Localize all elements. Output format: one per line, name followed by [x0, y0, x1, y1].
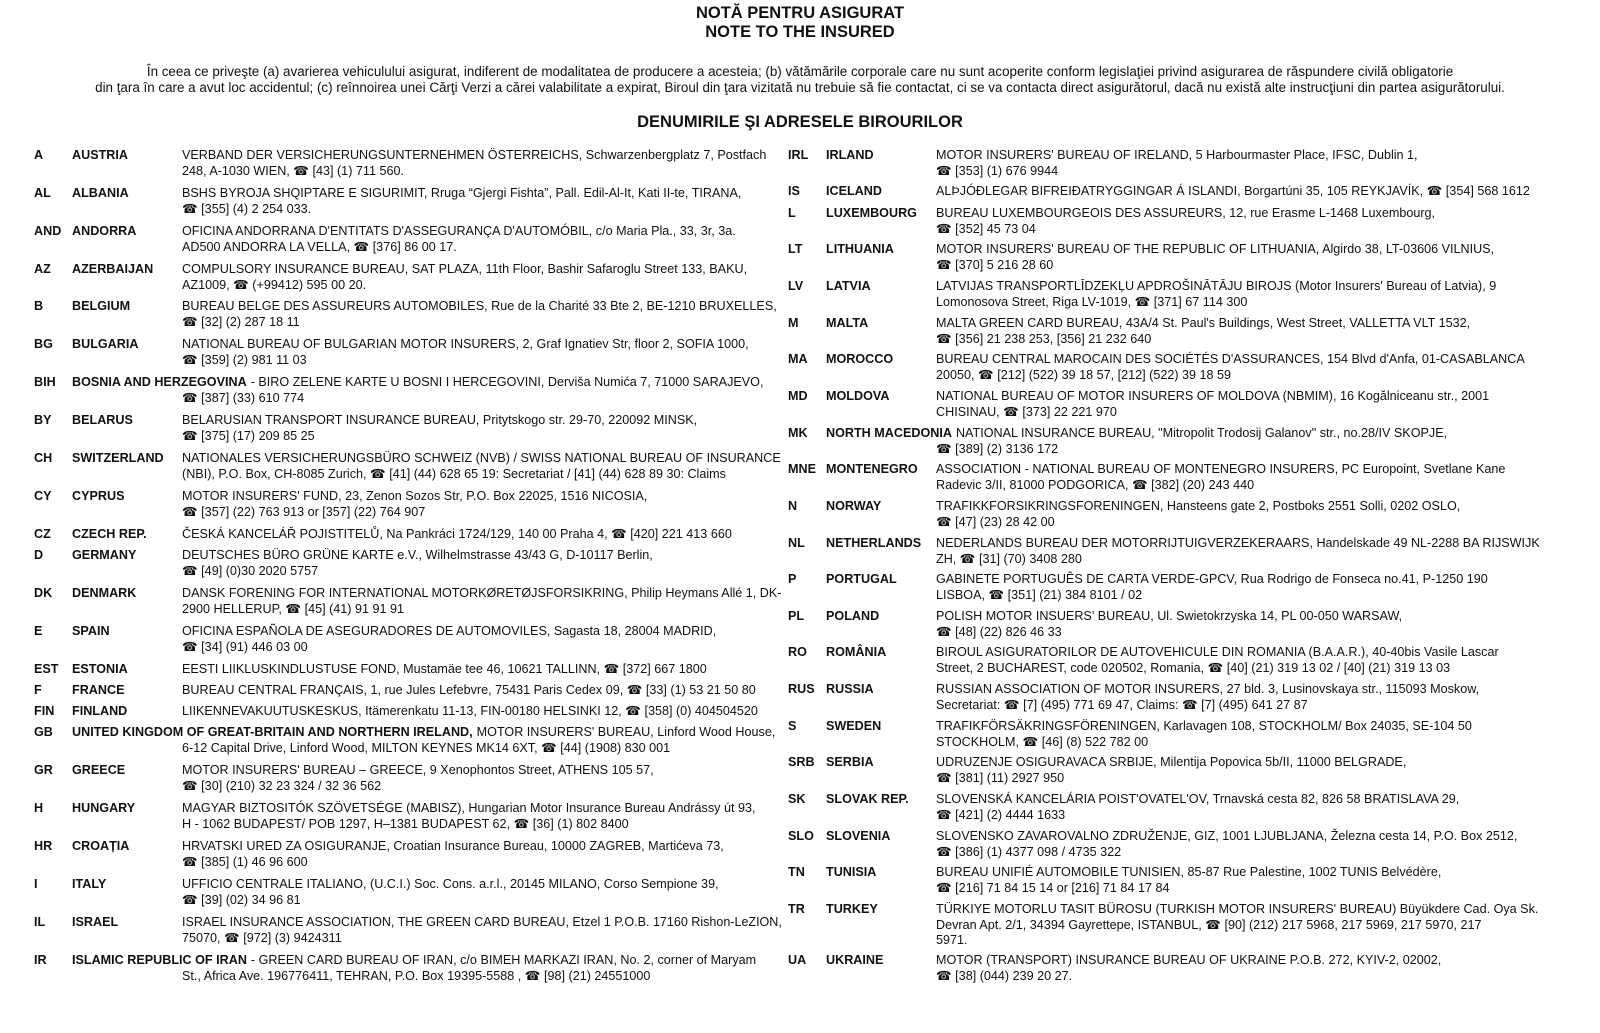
address-line: (NBI), P.O. Box, CH-8085 Zurich, ☎ [41] (44) 628 65 19: Secretariat / [41] (44) 628 89 30: Claims — [182, 466, 726, 481]
bureau-address — [182, 527, 732, 543]
address-line: NATIONAL BUREAU OF BULGARIAN MOTOR INSURERS, 2, Graf Ignatiev Str, floor 2, SOFIA 1000, — [182, 337, 749, 351]
address-line: POLISH MOTOR INSUERS' BUREAU, Ul. Swietokrzyska 14, PL 00-050 WARSAW, — [936, 609, 1403, 623]
address-line: ☎ [381] (11) 2927 950 — [936, 770, 1065, 785]
bureau-entry — [34, 527, 774, 543]
address-line: ☎ [375] (17) 209 85 25 — [182, 428, 315, 443]
bureau-address — [936, 829, 1517, 860]
country-code: H — [34, 801, 44, 815]
address-line: 248, A-1030 WIEN, ☎ [43] (1) 711 560. — [182, 163, 404, 178]
bureau-address — [936, 719, 1472, 750]
bureau-entry — [788, 316, 1578, 347]
address-line: H - 1062 BUDAPEST/ POB 1297, H–1381 BUDAPEST 62, ☎ [36] (1) 802 8400 — [182, 816, 629, 831]
bureau-entry — [788, 829, 1578, 860]
country-name: BELGIUM — [72, 299, 131, 313]
bureau-address — [182, 548, 653, 579]
bureau-address — [182, 586, 781, 617]
country-name: PORTUGAL — [826, 572, 897, 586]
address-line: - BIRO ZELENE KARTE U BOSNI I HERCEGOVINI, Derviša Numića 7, 71000 SARAJEVO, — [250, 375, 764, 389]
country-code: BG — [34, 337, 53, 351]
address-line: NEDERLANDS BUREAU DER MOTORRIJTUIGVERZEKERAARS, Handelskade 49 NL-2288 BA RIJSWIJK — [936, 536, 1540, 550]
address-line: LATVIJAS TRANSPORTLĪDZEKĻU APDROŠINĀTĀJU BIROJS (Motor Insurers' Bureau of Latvia), 9 — [936, 279, 1497, 293]
bureau-entry — [788, 536, 1578, 567]
address-line: 20050, ☎ [212] (522) 39 18 57, [212] (522) 39 18 59 — [936, 367, 1232, 382]
address-line: BSHS BYROJA SHQIPTARE E SIGURIMIT, Rruga “Gjergi Fishta”, Pall. Edil-Al-It, Kati II-te, TIRANA, — [182, 186, 742, 200]
country-code: SLO — [788, 829, 814, 843]
address-line: Lomonosova Street, Riga LV-1019, ☎ [371] 67 114 300 — [936, 294, 1248, 309]
bureau-entry — [34, 413, 774, 444]
address-line: Street, 2 BUCHAREST, code 020502, Romania, ☎ [40] (21) 319 13 02 / [40] (21) 319 13 03 — [936, 660, 1451, 675]
country-name: LATVIA — [826, 279, 871, 293]
country-code: IR — [34, 953, 47, 967]
address-line: ☎ [355] (4) 2 254 033. — [182, 201, 312, 216]
bureau-entry — [34, 877, 774, 908]
address-line: ☎ [370] 5 216 28 60 — [936, 257, 1054, 272]
country-code: GR — [34, 763, 53, 777]
country-name: MOLDOVA — [826, 389, 890, 403]
country-code: F — [34, 683, 42, 697]
address-line: TRAFIKKFORSIKRINGSFORENINGEN, Hansteens gate 2, Postboks 2551 Solli, 0202 OSLO, — [936, 499, 1461, 513]
address-line: DEUTSCHES BÜRO GRÜNE KARTE e.V., Wilhelmstrasse 43/43 G, D-10117 Berlin, — [182, 548, 653, 562]
bureau-entry — [34, 299, 777, 330]
address-line: ČESKÁ KANCELÁŘ POJISTITELŮ, Na Pankráci 1724/129, 140 00 Praha 4, ☎ [420] 221 413 660 — [182, 527, 732, 541]
address-line: LISBOA, ☎ [351] (21) 384 8101 / 02 — [936, 587, 1143, 602]
country-name: CYPRUS — [72, 489, 125, 503]
country-name: FINLAND — [72, 704, 128, 718]
bureau-address — [936, 389, 1489, 420]
address-line: ☎ [387] (33) 610 774 — [182, 390, 305, 405]
bureau-entry — [34, 262, 774, 293]
country-name: POLAND — [826, 609, 880, 623]
country-name: AUSTRIA — [72, 148, 128, 162]
bureau-address — [182, 148, 766, 179]
address-line: MOTOR INSURERS' FUND, 23, Zenon Sozos Str, P.O. Box 22025, 1516 NICOSIA, — [182, 489, 648, 503]
bureau-address — [182, 953, 756, 984]
country-name: GREECE — [72, 763, 126, 777]
bureau-address — [936, 865, 1441, 896]
country-name: LUXEMBOURG — [826, 206, 917, 220]
country-name: AZERBAIJAN — [72, 262, 154, 276]
bureau-entry — [34, 489, 774, 520]
country-name: RUSSIA — [826, 682, 874, 696]
address-line: OFICINA ESPAÑOLA DE ASEGURADORES DE AUTOMOVILES, Sagasta 18, 28004 MADRID, — [182, 624, 717, 638]
address-line: BUREAU LUXEMBOURGEOIS DES ASSUREURS, 12, rue Erasme L-1468 Luxembourg, — [936, 206, 1436, 220]
address-line: 5971. — [936, 933, 968, 948]
address-line: ☎ [359] (2) 981 11 03 — [182, 352, 307, 367]
bureau-address — [936, 682, 1479, 713]
bureau-entry — [788, 865, 1578, 896]
address-line: Devran Apt. 2/1, 34394 Gayrettepe, ISTANBUL, ☎ [90] (212) 217 5968, 217 5969, 217 5970, 217 — [936, 917, 1482, 932]
country-name: MONTENEGRO — [826, 462, 918, 476]
bureau-address — [182, 662, 707, 678]
country-name: IRLAND — [826, 148, 874, 162]
country-code: HR — [34, 839, 53, 853]
bureau-address — [182, 224, 736, 255]
bureau-entry — [788, 902, 1578, 949]
document-title — [0, 4, 1600, 42]
bureau-entry — [788, 953, 1578, 984]
address-line: VERBAND DER VERSICHERUNGSUNTERNEHMEN ÖSTERREICHS, Schwarzenbergplatz 7, Postfach — [182, 148, 767, 162]
country-code: SK — [788, 792, 806, 806]
address-line: 75070, ☎ [972] (3) 9424311 — [182, 930, 342, 945]
address-line: BUREAU BELGE DES ASSUREURS AUTOMOBILES, Rue de la Charité 33 Bte 2, BE-1210 BRUXELLES, — [182, 299, 777, 313]
address-line: BUREAU CENTRAL FRANÇAIS, 1, rue Jules Lefebvre, 75431 Paris Cedex 09, ☎ [33] (1) 53 21 50 80 — [182, 683, 756, 697]
bureau-address — [182, 375, 763, 406]
country-code: M — [788, 316, 799, 330]
bureau-entry — [788, 206, 1578, 237]
bureau-entry — [34, 839, 774, 870]
country-code: MK — [788, 426, 808, 440]
bureau-entry — [34, 725, 774, 756]
bureau-address — [936, 316, 1470, 347]
country-name: CROAȚIA — [72, 839, 130, 853]
country-code: EST — [34, 662, 59, 676]
address-line: ☎ [34] (91) 446 03 00 — [182, 639, 308, 654]
bureau-entry — [34, 801, 774, 832]
bureau-address — [936, 462, 1505, 493]
address-line: St., Africa Ave. 196776411, TEHRAN, P.O. Box 19395-5588 , ☎ [98] (21) 24551000 — [182, 968, 651, 983]
address-line: NATIONAL INSURANCE BUREAU, "Mitropolit Trodosij Galanov" str., no.28/IV SKOPJE, — [955, 426, 1448, 440]
address-line: AZ1009, ☎ (+99412) 595 00 20. — [182, 277, 367, 292]
bureau-address — [182, 915, 782, 946]
address-line: ☎ [39] (02) 34 96 81 — [182, 892, 301, 907]
bureau-address — [936, 792, 1459, 823]
country-code: IRL — [788, 148, 809, 162]
bureau-entry — [34, 915, 782, 946]
bureau-address — [182, 262, 747, 293]
country-name: SWEDEN — [826, 719, 882, 733]
country-name: ITALY — [72, 877, 107, 891]
bureau-address — [182, 624, 716, 655]
country-name: UNITED KINGDOM OF GREAT-BRITAIN AND NORTHERN IRELAND, — [72, 725, 473, 739]
intro-line-2: din ţara în care a avut loc accidentul; (c) reînnoirea unei Cărţi Verzi a cărei valabilitate a expirat, Biroul din ţara vizitată nu trebuie să fie contactat, ci se va contacta direct asigurătorul, dacă nu există alte instrucţiuni din partea asigurătorului. — [95, 80, 1505, 95]
country-name: SERBIA — [826, 755, 874, 769]
country-name: SLOVENIA — [826, 829, 891, 843]
country-name: ICELAND — [826, 184, 882, 198]
country-name: BOSNIA AND HERZEGOVINA — [72, 375, 247, 389]
country-code: S — [788, 719, 797, 733]
address-line: ☎ [386] (1) 4377 098 / 4735 322 — [936, 844, 1122, 859]
bureau-entry — [788, 499, 1578, 530]
bureau-entry — [34, 953, 774, 984]
bureau-address — [936, 609, 1402, 640]
address-line: OFICINA ANDORRANA D'ENTITATS D'ASSEGURANÇA D'AUTOMÓBIL, c/o Maria Pla., 33, 3r, 3a. — [182, 224, 736, 238]
bureau-entry — [788, 682, 1578, 713]
address-line: BELARUSIAN TRANSPORT INSURANCE BUREAU, Pritytskogo str. 29-70, 220092 MINSK, — [182, 413, 698, 427]
country-code: N — [788, 499, 798, 513]
country-code: UA — [788, 953, 807, 967]
bureau-address — [182, 725, 775, 756]
address-line: MOTOR INSURERS' BUREAU – GREECE, 9 Xenophontos Street, ATHENS 105 57, — [182, 763, 654, 777]
address-line: UFFICIO CENTRALE ITALIANO, (U.C.I.) Soc. Cons. a.r.l., 20145 MILANO, Corso Sempione 39, — [182, 877, 719, 891]
address-line: SLOVENSKÁ KANCELÁRIA POIST'OVATEL'OV, Trnavská cesta 82, 826 58 BRATISLAVA 29, — [936, 792, 1460, 806]
address-line: TRAFIKFÖRSÄKRINGSFÖRENINGEN, Karlavagen 108, STOCKHOLM/ Box 24035, SE-104 50 — [936, 719, 1472, 733]
bureau-address — [182, 299, 777, 330]
country-name: GERMANY — [72, 548, 137, 562]
country-name: BELARUS — [72, 413, 133, 427]
country-code: TN — [788, 865, 805, 879]
bureau-address — [936, 426, 1447, 457]
country-code: E — [34, 624, 43, 638]
country-code: P — [788, 572, 797, 586]
bureau-entry — [788, 426, 1578, 457]
country-name: MALTA — [826, 316, 869, 330]
bureau-address — [936, 352, 1525, 383]
country-code: DK — [34, 586, 53, 600]
country-code: D — [34, 548, 44, 562]
country-name: MOROCCO — [826, 352, 894, 366]
bureau-address — [936, 148, 1418, 179]
address-line: ☎ [49] (0)30 2020 5757 — [182, 563, 319, 578]
country-code: AND — [34, 224, 62, 238]
address-line: MOTOR (TRANSPORT) INSURANCE BUREAU OF UKRAINE P.O.B. 272, KYIV-2, 02002, — [936, 953, 1442, 967]
address-line: ALÞJÓÐLEGAR BIFREIÐATRYGGINGAR Á ISLANDI, Borgartúni 35, 105 REYKJAVÍK, ☎ [354] 568 1612 — [936, 184, 1530, 198]
intro-line-1: În ceea ce priveşte (a) avarierea vehiculului asigurat, indiferent de modalitatea de producere a acesteia; (b) vătămările corporale care nu sunt acoperite conform legislaţiei privind asigurarea de răspundere civilă obligatorie — [146, 64, 1454, 79]
address-line: ☎ [385] (1) 46 96 600 — [182, 854, 308, 869]
address-line: 2900 HELLERUP, ☎ [45] (41) 91 91 91 — [182, 601, 404, 616]
address-line: CHISINAU, ☎ [373] 22 221 970 — [936, 404, 1117, 419]
bureau-entry — [34, 186, 774, 217]
address-line: RUSSIAN ASSOCIATION OF MOTOR INSURERS, 27 bld. 3, Lusinovskaya str., 115093 Moskow, — [936, 682, 1480, 696]
bureau-entry — [34, 763, 774, 794]
country-code: MD — [788, 389, 808, 403]
bureau-entry — [788, 242, 1578, 273]
country-code: GB — [34, 725, 53, 739]
section-heading: DENUMIRILE ŞI ADRESELE BIROURILOR — [637, 113, 963, 131]
address-line: UDRUZENJE OSIGURAVACA SRBIJE, Milentija Popovica 5b/II, 11000 BELGRADE, — [936, 755, 1407, 769]
bureau-address — [936, 536, 1540, 567]
bureau-entry — [34, 683, 774, 699]
address-line: BUREAU UNIFIÉ AUTOMOBILE TUNISIEN, 85-87 Rue Palestine, 1002 TUNIS Belvédère, — [936, 865, 1442, 879]
address-line: DANSK FORENING FOR INTERNATIONAL MOTORKØRETØJSFORSIKRING, Philip Heymans Allé 1, DK- — [182, 586, 782, 600]
bureau-entry — [34, 337, 774, 368]
country-code: CH — [34, 451, 53, 465]
bureau-entry — [788, 148, 1578, 179]
country-code: AL — [34, 186, 51, 200]
country-code: B — [34, 299, 44, 313]
intro-paragraph — [30, 64, 1570, 96]
address-line: ☎ [47] (23) 28 42 00 — [936, 514, 1055, 529]
bureau-entry — [788, 719, 1578, 750]
address-line: Secretariat: ☎ [7] (495) 771 69 47, Claims: ☎ [7] (495) 641 27 87 — [936, 697, 1308, 712]
country-name: CZECH REP. — [72, 527, 147, 541]
address-line: ☎ [48] (22) 826 46 33 — [936, 624, 1062, 639]
address-line: TÜRKIYE MOTORLU TASIT BÜROSU (TURKISH MOTOR INSURERS' BUREAU) Büyükdere Cad. Oya Sk. — [936, 902, 1539, 916]
address-line: GABINETE PORTUGUÊS DE CARTA VERDE-GPCV, Rua Rodrigo de Fonseca no.41, P-1250 190 — [936, 572, 1488, 586]
address-line: STOCKHOLM, ☎ [46] (8) 522 782 00 — [936, 734, 1149, 749]
address-line: BIROUL ASIGURATORILOR DE AUTOVEHICULE DIN ROMANIA (B.A.A.R.), 40-40bis Vasile Lascar — [936, 645, 1499, 659]
country-code: A — [34, 148, 44, 162]
address-line: NATIONALES VERSICHERUNGSBÜRO SCHWEIZ (NVB) / SWISS NATIONAL BUREAU OF INSURANCE — [182, 451, 781, 465]
address-line: ☎ [38] (044) 239 20 27. — [936, 968, 1073, 983]
bureau-address — [936, 184, 1530, 200]
country-name: FRANCE — [72, 683, 125, 697]
bureau-entry — [34, 224, 774, 255]
address-line: NATIONAL BUREAU OF MOTOR INSURERS OF MOLDOVA (NBMIM), 16 Kogălniceanu str., 2001 — [936, 389, 1490, 403]
bureau-entry — [34, 624, 774, 655]
country-code: CY — [34, 489, 52, 503]
country-code: AZ — [34, 262, 51, 276]
address-line: MOTOR INSURERS' BUREAU, Linford Wood House, — [476, 725, 776, 739]
country-code: PL — [788, 609, 805, 623]
country-name: TUNISIA — [826, 865, 877, 879]
address-line: ☎ [389] (2) 3136 172 — [936, 441, 1059, 456]
country-name: ISRAEL — [72, 915, 119, 929]
address-line: ☎ [352] 45 73 04 — [936, 221, 1036, 236]
bureau-address — [182, 683, 756, 699]
bureau-address — [936, 953, 1441, 984]
address-line: MALTA GREEN CARD BUREAU, 43A/4 St. Paul's Buildings, West Street, VALLETTA VLT 1532, — [936, 316, 1471, 330]
country-name: SPAIN — [72, 624, 110, 638]
bureau-address — [182, 186, 741, 217]
address-line: BUREAU CENTRAL MAROCAIN DES SOCIÉTÉS D'ASSURANCES, 154 Blvd d'Anfa, 01-CASABLANCA — [936, 352, 1525, 366]
bureau-address — [936, 572, 1488, 603]
bureau-entry — [788, 389, 1578, 420]
address-line: SLOVENSKO ZAVAROVALNO ZDRUŽENJE, GIZ, 1001 LJUBLJANA, Železna cesta 14, P.O. Box 2512, — [936, 829, 1518, 843]
bureau-entry — [788, 352, 1578, 383]
bureau-entry — [34, 451, 781, 482]
country-name: ROMÂNIA — [826, 645, 887, 659]
bureau-entry — [34, 662, 774, 678]
address-line: MAGYAR BIZTOSITÓK SZÖVETSÉGE (MABISZ), Hungarian Motor Insurance Bureau Andrássy út 93, — [182, 801, 756, 815]
bureau-address — [182, 704, 758, 720]
bureau-entry — [34, 704, 774, 720]
bureau-address — [182, 451, 781, 482]
country-code: NL — [788, 536, 805, 550]
country-code: MNE — [788, 462, 816, 476]
country-code: RUS — [788, 682, 815, 696]
address-line: Radevic 3/II, 81000 PODGORICA, ☎ [382] (20) 243 440 — [936, 477, 1255, 492]
address-line: ☎ [357] (22) 763 913 or [357] (22) 764 907 — [182, 504, 426, 519]
country-name: ISLAMIC REPUBLIC OF IRAN — [72, 953, 247, 967]
bureau-address — [936, 242, 1494, 273]
bureau-address — [182, 839, 724, 870]
bureau-entry — [788, 609, 1578, 640]
address-line: EESTI LIIKLUSKINDLUSTUSE FOND, Mustamäe tee 46, 10621 TALLINN, ☎ [372] 667 1800 — [182, 662, 707, 676]
bureau-entry — [34, 148, 774, 179]
country-name: LITHUANIA — [826, 242, 894, 256]
address-line: - GREEN CARD BUREAU OF IRAN, c/o BIMEH MARKAZI IRAN, No. 2, corner of Maryam — [250, 953, 757, 967]
country-code: LV — [788, 279, 804, 293]
title-romanian: NOTĂ PENTRU ASIGURAT — [695, 4, 905, 22]
address-line: MOTOR INSURERS' BUREAU OF THE REPUBLIC OF LITHUANIA, Algirdo 38, LT-03606 VILNIUS, — [936, 242, 1495, 256]
bureau-entry — [788, 792, 1578, 823]
country-code: FIN — [34, 704, 55, 718]
country-name: SWITZERLAND — [72, 451, 164, 465]
bureau-entry — [34, 586, 782, 617]
bureau-entry — [788, 184, 1578, 200]
title-english: NOTE TO THE INSURED — [705, 23, 895, 41]
country-code: RO — [788, 645, 807, 659]
bureau-address — [936, 645, 1499, 676]
address-line: ASSOCIATION - NATIONAL BUREAU OF MONTENEGRO INSURERS, PC Europoint, Svetlane Kane — [936, 462, 1506, 476]
country-name: BULGARIA — [72, 337, 139, 351]
country-code: BIH — [34, 375, 56, 389]
address-line: ☎ [216] 71 84 15 14 or [216] 71 84 17 84 — [936, 880, 1170, 895]
bureau-entry — [788, 572, 1578, 603]
country-name: DENMARK — [72, 586, 137, 600]
country-name: TURKEY — [826, 902, 878, 916]
bureau-address — [936, 499, 1460, 530]
bureau-address — [936, 902, 1538, 949]
bureau-entry — [34, 548, 774, 579]
address-line: ☎ [356] 21 238 253, [356] 21 232 640 — [936, 331, 1152, 346]
bureau-entry — [788, 462, 1578, 493]
bureau-address — [936, 206, 1435, 237]
address-line: ☎ [32] (2) 287 18 11 — [182, 314, 300, 329]
country-code: SRB — [788, 755, 815, 769]
address-line: ☎ [353] (1) 676 9944 — [936, 163, 1059, 178]
bureau-entry — [788, 755, 1578, 786]
country-name: SLOVAK REP. — [826, 792, 909, 806]
bureau-address — [182, 877, 719, 908]
address-line: MOTOR INSURERS' BUREAU OF IRELAND, 5 Harbourmaster Place, IFSC, Dublin 1, — [936, 148, 1418, 162]
country-name: NORWAY — [826, 499, 882, 513]
country-code: BY — [34, 413, 52, 427]
bureau-address — [182, 801, 755, 832]
address-line: COMPULSORY INSURANCE BUREAU, SAT PLAZA, 11th Floor, Bashir Safaroglu Street 133, BAKU, — [182, 262, 748, 276]
country-code: I — [34, 877, 38, 891]
address-line: ☎ [30] (210) 32 23 324 / 32 36 562 — [182, 778, 382, 793]
country-code: L — [788, 206, 796, 220]
address-line: HRVATSKI URED ZA OSIGURANJE, Croatian Insurance Bureau, 10000 ZAGREB, Martićeva 73, — [182, 839, 724, 853]
country-name: UKRAINE — [826, 953, 884, 967]
bureau-entry — [34, 375, 774, 406]
bureau-address — [936, 755, 1406, 786]
bureau-address — [182, 489, 647, 520]
address-line: ☎ [421] (2) 4444 1633 — [936, 807, 1066, 822]
bureau-address — [182, 763, 654, 794]
country-code: IS — [788, 184, 800, 198]
country-name: ALBANIA — [72, 186, 129, 200]
bureau-address — [936, 279, 1496, 310]
bureau-address — [182, 413, 697, 444]
address-line: ISRAEL INSURANCE ASSOCIATION, THE GREEN CARD BUREAU, Etzel 1 P.O.B. 17160 Rishon-LeZION, — [182, 915, 782, 929]
country-code: LT — [788, 242, 803, 256]
country-name: ESTONIA — [72, 662, 128, 676]
address-line: ZH, ☎ [31] (70) 3408 280 — [936, 551, 1082, 566]
address-line: LIIKENNEVAKUUTUSKESKUS, Itämerenkatu 11-13, FIN-00180 HELSINKI 12, ☎ [358] (0) 404504520 — [182, 704, 758, 718]
bureau-entry — [788, 645, 1578, 676]
address-line: 6-12 Capital Drive, Linford Wood, MILTON KEYNES MK14 6XT, ☎ [44] (1908) 830 001 — [182, 740, 671, 755]
country-code: TR — [788, 902, 805, 916]
country-code: CZ — [34, 527, 51, 541]
country-code: IL — [34, 915, 46, 929]
bureau-entry — [788, 279, 1578, 310]
bureau-address — [182, 337, 749, 368]
country-name: HUNGARY — [72, 801, 136, 815]
address-line: AD500 ANDORRA LA VELLA, ☎ [376] 86 00 17. — [182, 239, 457, 254]
country-code: MA — [788, 352, 808, 366]
country-name: ANDORRA — [72, 224, 137, 238]
country-name: NETHERLANDS — [826, 536, 922, 550]
country-name: NORTH MACEDONIA — [826, 426, 952, 440]
